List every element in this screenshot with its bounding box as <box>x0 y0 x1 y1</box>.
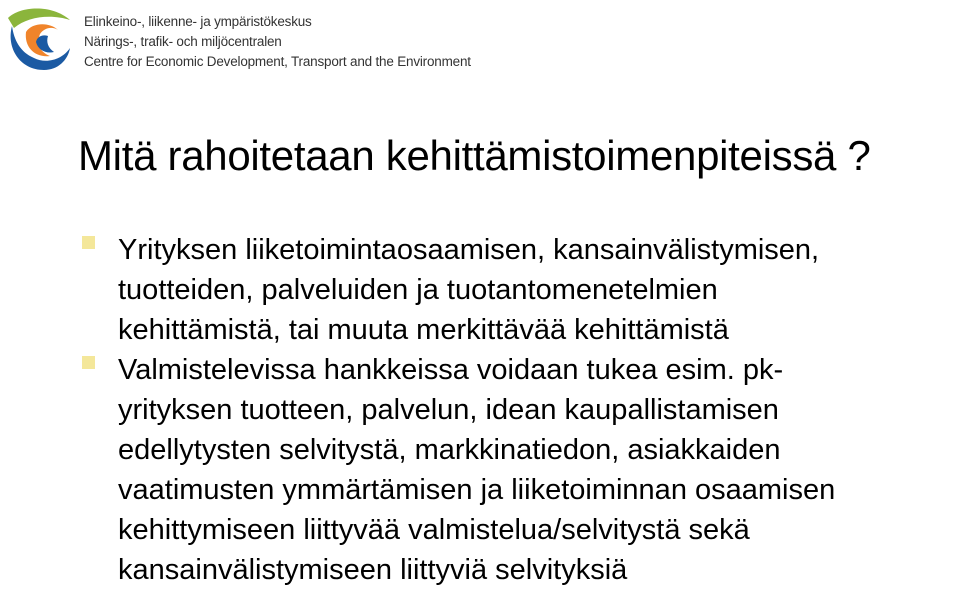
ely-centre-logo-icon <box>6 4 72 72</box>
bullet-item <box>82 230 960 350</box>
bullet-list <box>82 230 960 590</box>
square-bullet-icon <box>82 356 95 369</box>
bullet-line: Valmistelevissa hankkeissa voidaan tukea esim. pk- <box>118 354 784 386</box>
slide-title: Mitä rahoitetaan kehittämistoimenpiteissä ? <box>78 132 871 179</box>
bullet-line: kehittämistä, tai muuta merkittävää kehittämistä <box>118 314 729 346</box>
bullet-line: kansainvälistymiseen liittyviä selvityksiä <box>118 554 628 586</box>
org-name-finnish: Elinkeino-, liikenne- ja ympäristökeskus <box>84 14 312 29</box>
bullet-item <box>82 350 960 590</box>
org-name-swedish: Närings-, trafik- och miljöcentralen <box>84 34 282 49</box>
bullet-line: edellytysten selvitystä, markkinatiedon, asiakkaiden <box>118 434 781 466</box>
organization-name <box>84 12 471 72</box>
square-bullet-icon <box>82 236 95 249</box>
org-name-english: Centre for Economic Development, Transport and the Environment <box>84 54 471 69</box>
bullet-line: yrityksen tuotteen, palvelun, idean kaupallistamisen <box>118 394 779 426</box>
bullet-line: tuotteiden, palveluiden ja tuotantomenetelmien <box>118 274 718 306</box>
bullet-line: vaatimusten ymmärtämisen ja liiketoiminnan osaamisen <box>118 474 836 506</box>
bullet-line: Yrityksen liiketoimintaosaamisen, kansainvälistymisen, <box>118 234 820 266</box>
bullet-line: kehittymiseen liittyvää valmistelua/selvitystä sekä <box>118 514 750 546</box>
